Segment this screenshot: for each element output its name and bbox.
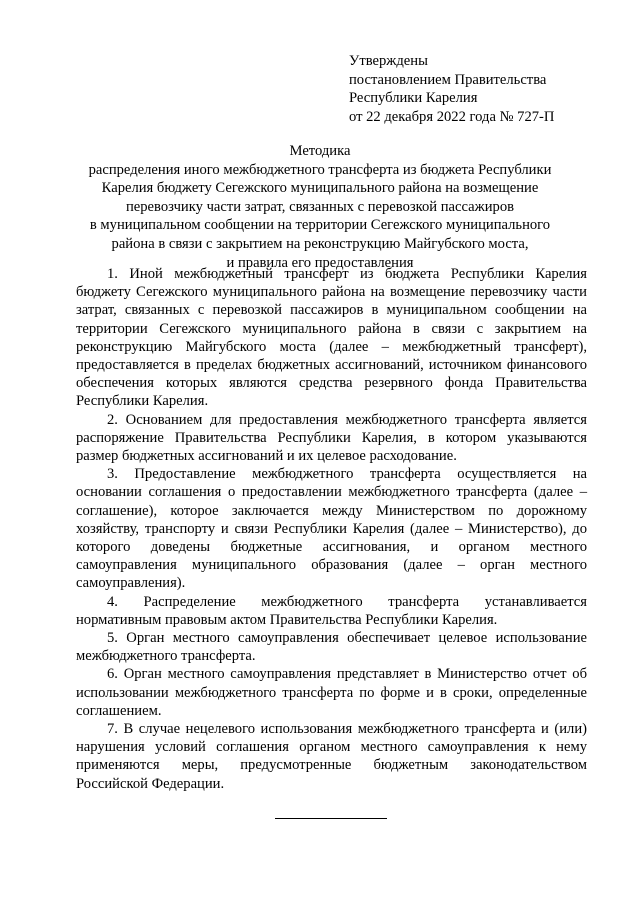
closing-divider — [275, 818, 387, 819]
document-title — [64, 142, 576, 272]
paragraph-2: 2. Основанием для предоставления межбюджетного трансферта является распоряжение Правительства Республики Карелия, в котором указываются размер бюджетных ассигнований и их целевое расходование. — [76, 411, 587, 465]
title-line-6: района в связи с закрытием на реконструкцию Майгубского моста, — [111, 235, 529, 252]
approval-block — [349, 52, 619, 126]
paragraph-3: 3. Предоставление межбюджетного трансферта осуществляется на основании соглашения о предоставлении межбюджетного трансферта (далее – соглашение), которое заключается между Министерством по дорожному хозяйству, транспорту и связи Республики Карелия (далее – Министерство), до которого доведены бюджетные ассигнования, и органом местного самоуправления муниципального образования (далее – орган местного самоуправления). — [76, 466, 587, 592]
paragraph-6: 6. Орган местного самоуправления представляет в Министерство отчет об использовании межбюджетного трансферта по форме и в сроки, определенные соглашением. — [76, 666, 587, 719]
title-line-2: распределения иного межбюджетного трансферта из бюджета Республики — [88, 161, 552, 178]
paragraph-5: 5. Орган местного самоуправления обеспечивает целевое использование межбюджетного трансферта. — [76, 630, 587, 665]
title-line-5: в муниципальном сообщении на территории Сегежского муниципального — [89, 217, 551, 234]
title-line-7: и правила его предоставления — [226, 254, 414, 271]
approval-line-4: от 22 декабря 2022 года № 727-П — [349, 108, 555, 125]
paragraph-4: 4. Распределение межбюджетного трансферта устанавливается нормативным правовым актом Правительства Республики Карелия. — [76, 593, 587, 628]
paragraph-1: 1. Иной межбюджетный трансферт из бюджета Республики Карелия бюджету Сегежского муниципального района на возмещение перевозчику части затрат, связанных с перевозкой пассажиров в муниципальном сообщении на территории Сегежского муниципального района в связи с закрытием на реконструкцию Майгубского моста (далее – межбюджетный трансферт), предоставляется в пределах бюджетных ассигнований, источником финансового обеспечения которых являются средства резервного фонда Правительства Республики Карелия. — [76, 266, 587, 410]
approval-line-1: Утверждены — [349, 53, 428, 69]
document-body — [76, 265, 587, 793]
approval-line-2: постановлением Правительства — [349, 71, 547, 88]
paragraph-7: 7. В случае нецелевого использования межбюджетного трансферта и (или) нарушения условий соглашения органом местного самоуправления к нему применяются меры, предусмотренные бюджетным законодательством Российской Федерации. — [76, 721, 587, 792]
title-line-1: Методика — [289, 143, 351, 159]
title-line-4: перевозчику части затрат, связанных с перевозкой пассажиров — [125, 198, 515, 215]
approval-line-3: Республики Карелия — [349, 90, 478, 107]
title-line-3: Карелия бюджету Сегежского муниципального района на возмещение — [101, 180, 539, 197]
